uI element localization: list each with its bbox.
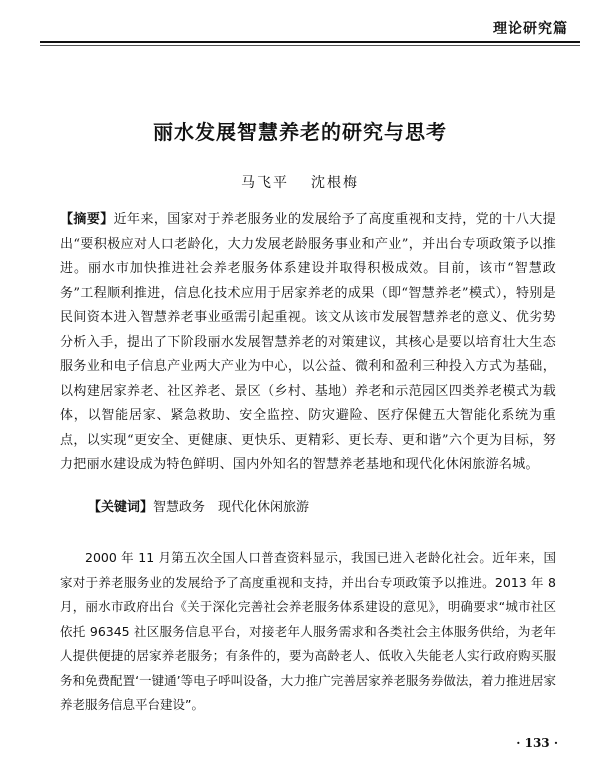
body-paragraph: 2000 年 11 月第五次全国人口普查资料显示，我国已进入老龄化社会。近年来，国家对于养老服务业的发展给予了高度重视和支持，并出台专项政策予以推进。2013 年 8 月，丽水市政府出台《关于深化完善社会养老服务体系建设的意见》，明确要求“城市社区依托 96345 社区服务信息平台，对接老年人服务需求和各类社会主体服务供给，为老年人提供便捷的居家养老服务；有条件的，要为高龄老人、低收入失能老人实行政府购买服务和免费配置‘一键通’等电子呼叫设备，大力推广完善居家养老服务券做法，着力推进居家养老服务信息平台建设”。	[60, 550, 556, 712]
keywords	[88, 496, 558, 520]
author-name: 马飞平	[241, 175, 289, 191]
section-label: 理论研究篇	[493, 21, 568, 37]
header-rule-thick	[40, 41, 580, 43]
article-title: 丽水发展智慧养老的研究与思考	[153, 120, 447, 144]
author-line	[0, 172, 600, 192]
abstract	[60, 208, 556, 478]
abstract-label: 【摘要】	[60, 212, 114, 227]
author-name: 沈根梅	[311, 175, 359, 191]
page-number: · 133 ·	[516, 736, 558, 750]
keywords-text: 智慧政务 现代化休闲旅游	[153, 500, 310, 515]
abstract-text: 近年来，国家对于养老服务业的发展给予了高度重视和支持，党的十八大提出“要积极应对人口老龄化，大力发展老龄服务事业和产业”，并出台专项政策予以推进。丽水市加快推进社会养老服务体系建设并取得积极成效。目前，该市“智慧政务”工程顺利推进，信息化技术应用于居家养老的成果（即“智慧养老”模式），特别是民间资本进入智慧养老事业亟需引起重视。该文从该市发展智慧养老的意义、优劣势分析入手，提出了下阶段丽水发展智慧养老的对策建议，其核心是要以培育壮大生态服务业和电子信息产业两大产业为中心，以公益、微利和盈利三种投入方式为基础，以构建居家养老、社区养老、景区（乡村、基地）养老和示范园区四类养老模式为载体，以智能居家、紧急救助、安全监控、防灾避险、医疗保健五大智能化系统为重点，以实现“更安全、更健康、更快乐、更精彩、更长寿、更和谐”六个更为目标，努力把丽水建设成为特色鲜明、国内外知名的智慧养老基地和现代化休闲旅游名城。	[60, 212, 556, 472]
keywords-label: 【关键词】	[88, 500, 154, 515]
header-rule-thin	[40, 45, 580, 46]
